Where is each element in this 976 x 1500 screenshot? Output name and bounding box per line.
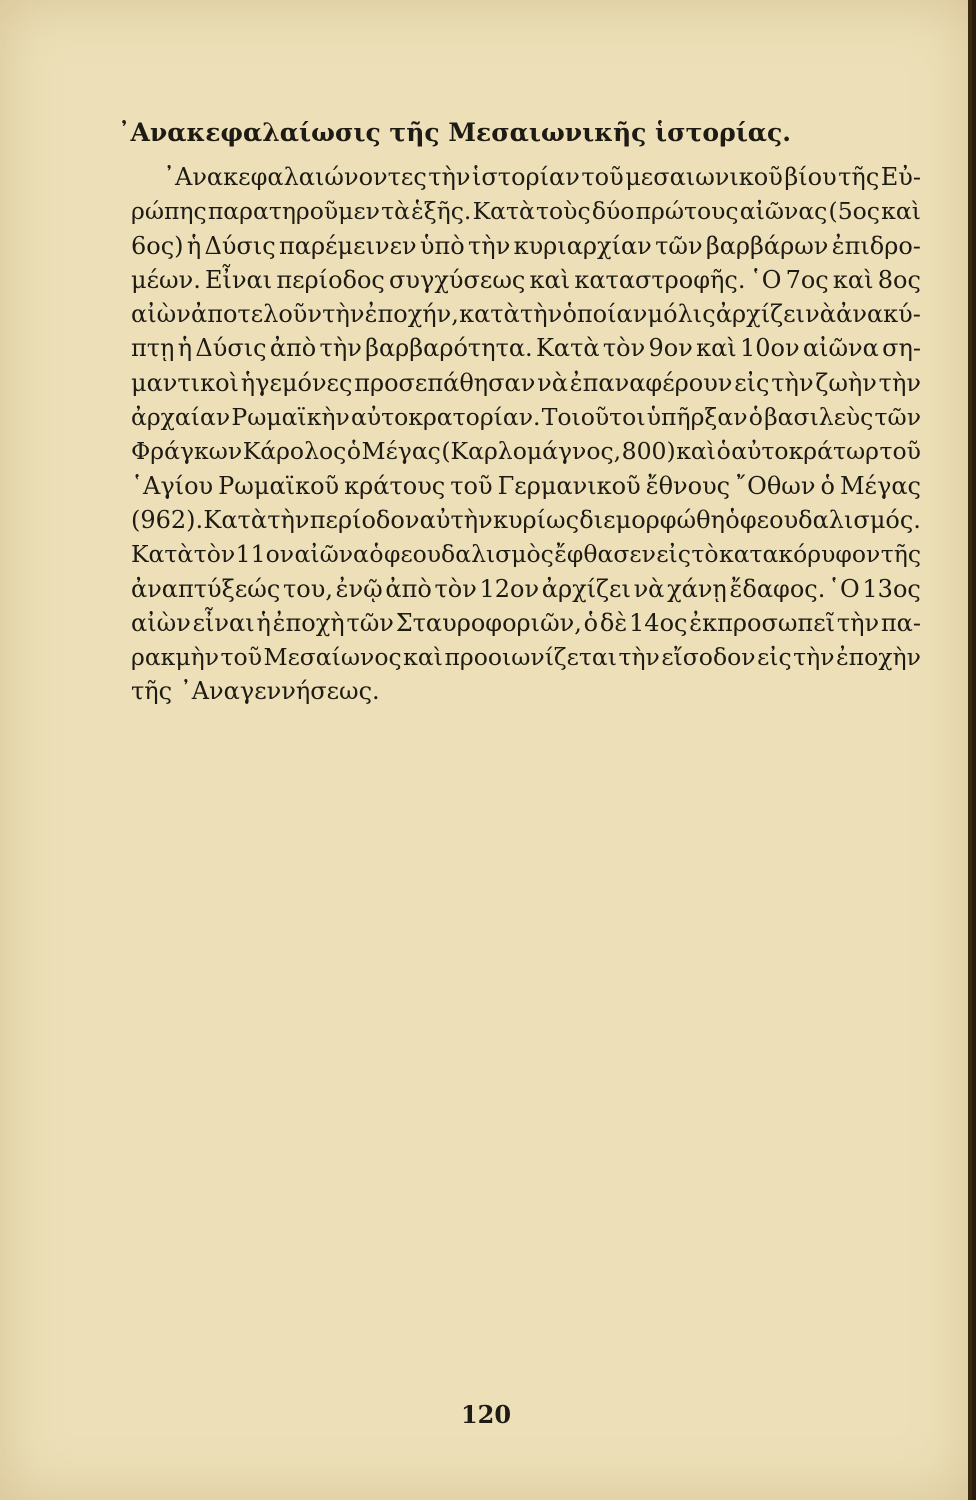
paragraph-line: ᾿Ανακεφαλαιώνοντες τὴν ἱστορίαν τοῦ μεσαιωνικοῦ βίου τῆς Εὐ- [163, 163, 921, 191]
page-edge [968, 0, 972, 1500]
paragraph-line: Φράγκων Κάρολος ὁ Μέγας (Καρλομάγνος, 800) καὶ ὁ αὐτοκράτωρ τοῦ [131, 437, 921, 466]
paragraph-line: αἰὼν ἀποτελοῦν τὴν ἐποχήν, κατὰ τὴν ὁποίαν μόλις ἀρχίζει νὰ ἀνακύ- [131, 300, 921, 329]
paragraph-line: μαντικοὶ ἡγεμόνες προσεπάθησαν νὰ ἐπαναφέρουν εἰς τὴν ζωὴν τὴν [131, 368, 921, 397]
section-heading: ᾿Ανακεφαλαίωσις τῆς Μεσαιωνικῆς ἱστορίας. [118, 118, 791, 147]
paragraph-line: πτῃ ἡ Δύσις ἀπὸ τὴν βαρβαρότητα. Κατὰ τὸν 9ον καὶ 10ον αἰῶνα ση- [131, 334, 921, 363]
paragraph-line: 6ος) ἡ Δύσις παρέμεινεν ὑπὸ τὴν κυριαρχίαν τῶν βαρβάρων ἐπιδρο- [131, 231, 921, 260]
paragraph-line: ρώπης παρατηροῦμεν τὰ ἑξῆς. Κατὰ τοὺς δύο πρώτους αἰῶνας (5ος καὶ [131, 197, 921, 226]
paragraph-line: ῾Αγίου Ρωμαϊκοῦ κράτους τοῦ Γερμανικοῦ ἔθνους ῎Οθων ὁ Μέγας [131, 471, 921, 500]
paragraph-line: ἀναπτύξεώς του, ἐνῷ ἀπὸ τὸν 12ον ἀρχίζει νὰ χάνῃ ἔδαφος. ῾Ο 13ος [131, 574, 921, 603]
paragraph-line: τῆς ᾿Αναγεννήσεως. [131, 677, 380, 706]
page-number: 120 [460, 1400, 512, 1429]
paragraph-line: ἀρχαίαν Ρωμαϊκὴν αὐτοκρατορίαν. Τοιοῦτοι ὑπῆρξαν ὁ βασιλεὺς τῶν [131, 403, 921, 432]
summary-paragraph [131, 160, 921, 709]
paragraph-line: αἰὼν εἶναι ἡ ἐποχὴ τῶν Σταυροφοριῶν, ὁ δὲ 14ος ἐκπροσωπεῖ τὴν πα- [131, 608, 921, 637]
paragraph-line: (962). Κατὰ τὴν περίοδον αὐτὴν κυρίως διεμορφώθη ὁ φεουδαλισμός. [131, 505, 921, 534]
paragraph-line: ρακμὴν τοῦ Μεσαίωνος καὶ προοιωνίζεται τὴν εἴσοδον εἰς τὴν ἐποχὴν [131, 643, 921, 672]
paragraph-line: μέων. Εἶναι περίοδος συγχύσεως καὶ καταστροφῆς. ῾Ο 7ος καὶ 8ος [131, 265, 921, 294]
paragraph-line: Κατὰ τὸν 11ον αἰῶνα ὁ φεουδαλισμὸς ἔφθασεν εἰς τὸ κατακόρυφον τῆς [131, 540, 921, 569]
